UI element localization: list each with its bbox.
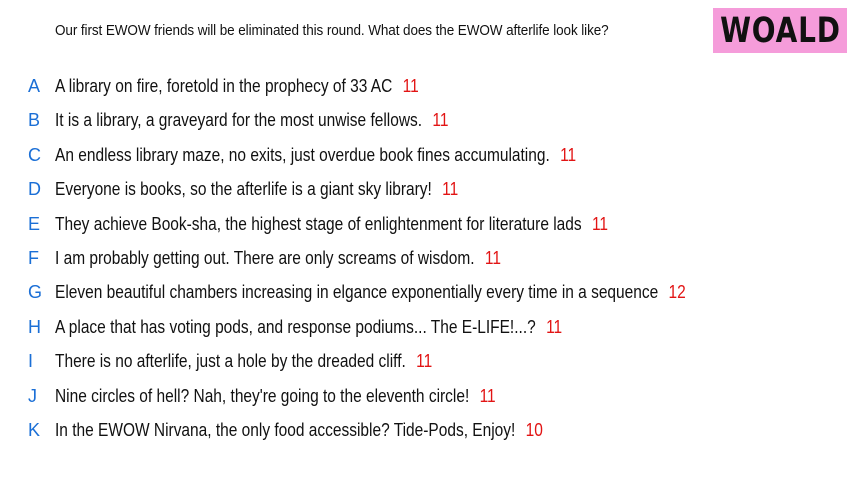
response-text: Everyone is books, so the afterlife is a giant sky library! [55,179,432,200]
response-letter: A [28,76,41,96]
response-letter: I [28,351,34,372]
response-letter: C [28,144,41,165]
response-text: They achieve Book-sha, the highest stage of enlightenment for literature lads [55,213,582,234]
response-row-j [0,380,853,414]
response-list [0,70,853,448]
response-letter: B [28,110,41,131]
response-letter: H [28,316,41,337]
response-text: It is a library, a graveyard for the most unwise fellows. [55,110,423,131]
response-row-h [0,311,853,345]
response-word-count: 11 [402,76,419,96]
response-row-g [0,276,853,310]
prompt-text: Our first EWOW friends will be eliminated this round. What does the EWOW afterlife look like? [55,22,609,39]
response-text: A library on fire, foretold in the prophecy of 33 AC [55,76,393,96]
response-row-f [0,242,853,276]
response-word-count: 11 [560,144,577,165]
response-letter: E [28,213,41,234]
response-text: In the EWOW Nirvana, the only food accessible? Tide-Pods, Enjoy! [55,419,516,440]
response-letter: K [28,419,41,440]
response-row-c [0,139,853,173]
response-word-count: 11 [479,385,496,406]
response-text: An endless library maze, no exits, just overdue book fines accumulating. [55,144,550,165]
response-row-i [0,345,853,379]
response-letter: F [28,247,39,268]
response-letter: D [28,179,41,200]
response-word-count: 11 [432,110,449,131]
response-text: Nine circles of hell? Nah, they're going to the eleventh circle! [55,385,470,406]
response-text: I am probably getting out. There are only screams of wisdom. [55,247,475,268]
response-word-count: 12 [668,282,686,303]
response-word-count: 11 [442,179,459,200]
response-word-count: 11 [416,351,433,372]
response-word-count: 11 [591,213,609,234]
response-letter: G [28,282,43,303]
response-letter: J [28,385,37,406]
response-word-count: 10 [525,419,543,440]
response-text: Eleven beautiful chambers increasing in elgance exponentially every time in a sequence [55,282,659,303]
response-row-k [0,414,853,448]
response-row-a [0,70,853,104]
response-row-b [0,104,853,138]
response-row-e [0,208,853,242]
woald-logo [713,8,847,53]
response-row-d [0,173,853,207]
response-text: A place that has voting pods, and response podiums... The E-LIFE!...? [55,316,536,337]
logo-text: WOALD [719,10,841,51]
response-text: There is no afterlife, just a hole by the dreaded cliff. [55,351,406,372]
response-word-count: 11 [546,316,563,337]
response-word-count: 11 [484,247,501,268]
